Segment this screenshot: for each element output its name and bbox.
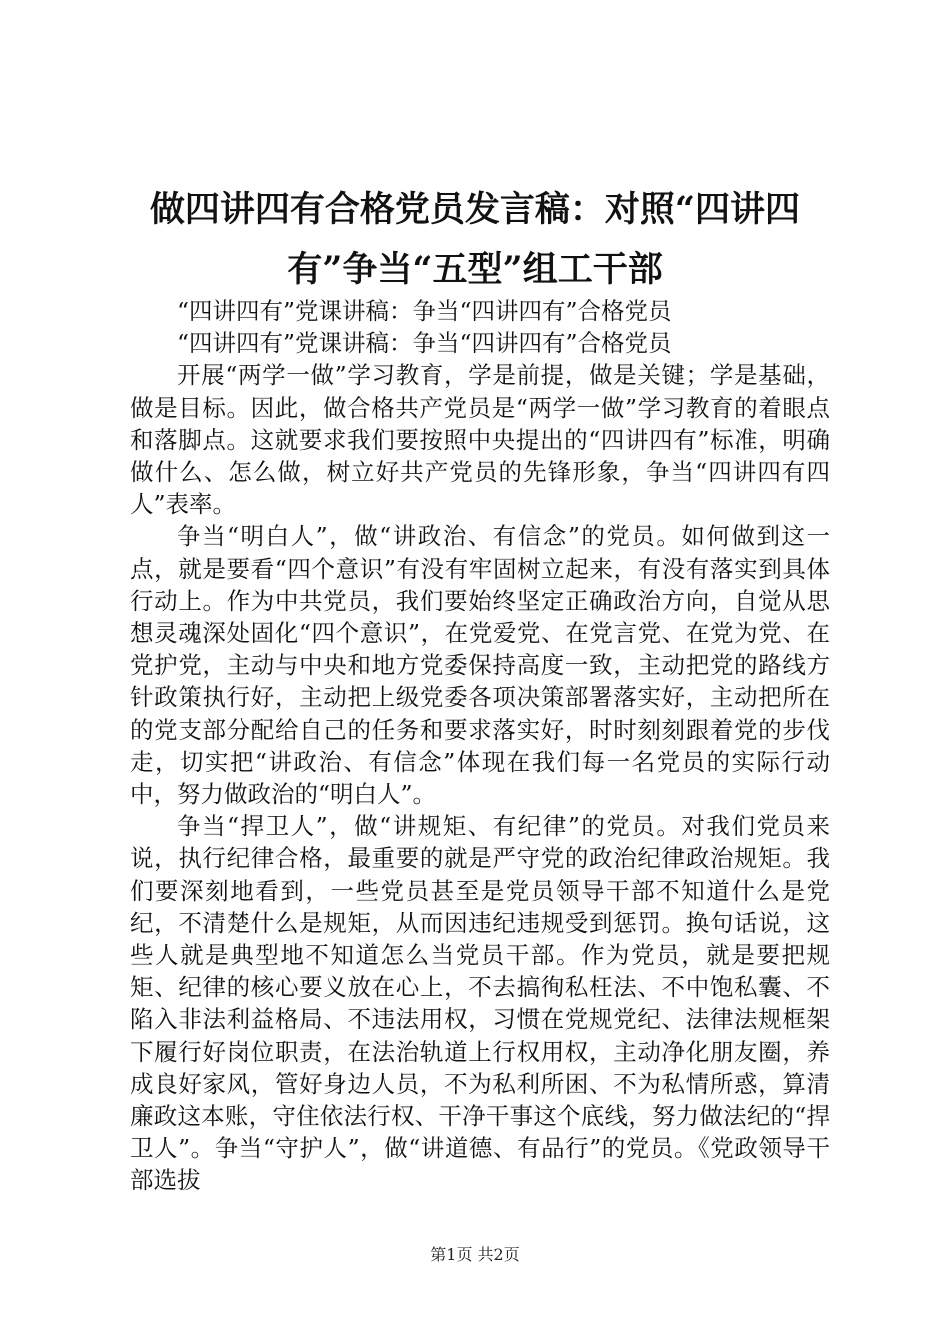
body-paragraph: 争当“明白人”，做“讲政治、有信念”的党员。如何做到这一点，就是要看“四个意识”有没有牢固树立起来，有没有落实到具体行动上。作为中共党员，我们要始终坚定正确政治方向，自觉从思想灵魂深处固化“四个意识”，在党爱党、在党言党、在党为党、在党护党，主动与中央和地方党委保持高度一致，主动把党的路线方针政策执行好，主动把上级党委各项决策部署落实好，主动把所在的党支部分配给自己的任务和要求落实好，时时刻刻跟着党的步伐走，切实把“讲政治、有信念”体现在我们每一名党员的实际行动中，努力做政治的“明白人”。: [130, 522, 830, 809]
body-paragraph: 争当“捍卫人”，做“讲规矩、有纪律”的党员。对我们党员来说，执行纪律合格，最重要的就是严守党的政治纪律政治规矩。我们要深刻地看到，一些党员甚至是党员领导干部不知道什么是党纪，不清楚什么是规矩，从而因违纪违规受到惩罚。换句话说，这些人就是典型地不知道怎么当党员干部。作为党员，就是要把规矩、纪律的核心要义放在心上，不去搞徇私枉法、不中饱私囊、不陷入非法利益格局、不违法用权，习惯在党规党纪、法律法规框架下履行好岗位职责，在法治轨道上行权用权，主动净化朋友圈，养成良好家风，管好身边人员，不为私利所困、不为私情所惑，算清廉政这本账，守住依法行权、干净干事这个底线，努力做法纪的“捍卫人”。争当“守护人”，做“讲道德、有品行”的党员。《党政领导干部选拔: [130, 812, 830, 1195]
title-line-2: 有”争当“五型”组工干部: [287, 249, 663, 290]
document-body: [130, 295, 830, 1197]
body-paragraph: 开展“两学一做”学习教育，学是前提，做是关键；学是基础，做是目标。因此，做合格共产党员是“两学一做”学习教育的着眼点和落脚点。这就要求我们要按照中央提出的“四讲四有”标准，明确做什么、怎么做，树立好共产党员的先锋形象，争当“四讲四有四人”表率。: [130, 361, 830, 519]
document-title: [110, 180, 840, 300]
subtitle-paragraph: “四讲四有”党课讲稿：争当“四讲四有”合格党员: [177, 329, 672, 358]
subtitle-paragraph: “四讲四有”党课讲稿：争当“四讲四有”合格党员: [177, 297, 672, 325]
page-number-footer: 第1页 共2页: [430, 1245, 520, 1264]
title-line-1: 做四讲四有合格党员发言稿：对照“四讲四: [149, 189, 801, 230]
